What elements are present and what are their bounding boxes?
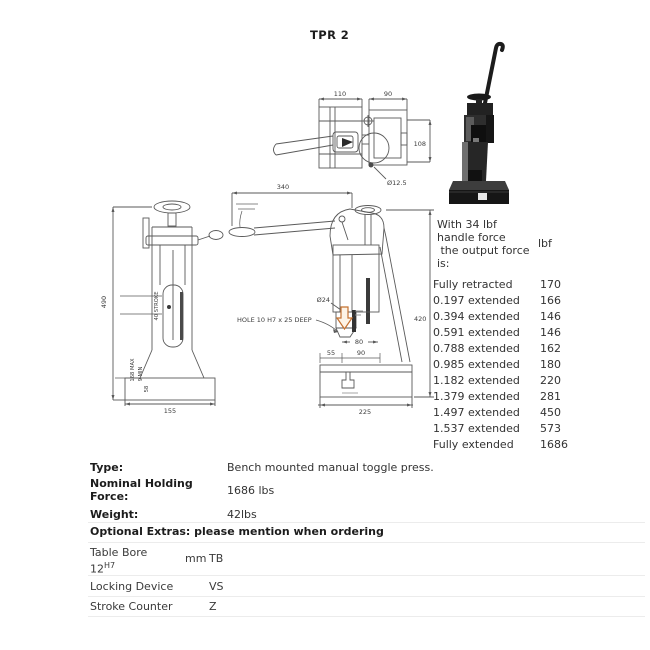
force-row — [433, 390, 583, 406]
spec-holding-value: 1686 lbs — [227, 484, 275, 497]
option-code: VS — [209, 580, 224, 593]
front-view-dim-155: 155 — [163, 407, 177, 415]
side-view-drawing — [229, 192, 434, 409]
spec-weight-value: 42lbs — [227, 508, 257, 521]
optional-extras-heading: Optional Extras: please mention when ordering — [90, 525, 384, 538]
top-view-dim-108: 108 — [413, 140, 426, 148]
force-value: 180 — [540, 358, 561, 371]
front-view-dim-58: 58 — [144, 385, 150, 393]
front-view-dim-490: 490 — [100, 295, 108, 309]
force-row — [433, 278, 583, 294]
side-view-dim-ram: Ø24 — [316, 296, 330, 304]
side-view-dim-55: 55 — [326, 349, 336, 357]
spec-holding-label: Nominal Holding Force: — [90, 477, 193, 503]
force-position: 1.537 extended — [433, 422, 520, 435]
force-position: Fully retracted — [433, 278, 513, 291]
divider — [88, 616, 645, 617]
divider — [88, 596, 645, 597]
option-code: TB — [209, 552, 224, 565]
force-value: 146 — [540, 326, 561, 339]
force-row — [433, 438, 583, 454]
top-view-dim-hole: Ø12.5 — [387, 179, 407, 187]
force-intro-line4: is: — [437, 257, 450, 270]
top-view-dim-110: 110 — [333, 90, 347, 98]
divider — [88, 542, 645, 543]
front-view-drawing — [112, 201, 224, 406]
force-position: 0.197 extended — [433, 294, 520, 307]
front-view-dim-stroke: 40 STROKE — [154, 291, 160, 321]
force-value: 450 — [540, 406, 561, 419]
force-intro-line3: the output force — [437, 244, 530, 257]
force-intro-line2: handle force — [437, 231, 506, 244]
page-title: TPR 2 — [310, 28, 350, 42]
option-row-table-bore — [90, 546, 147, 576]
force-position: 1.379 extended — [433, 390, 520, 403]
force-unit-header: lbf — [538, 237, 552, 250]
option-code: Z — [209, 600, 217, 613]
front-view-dim-max: 168 MAX — [130, 358, 136, 382]
force-row — [433, 310, 583, 326]
product-photo — [449, 44, 509, 204]
force-value: 1686 — [540, 438, 568, 451]
front-view-dim-min: 9 MIN — [138, 366, 144, 382]
top-view-dim-90: 90 — [383, 90, 393, 98]
force-intro — [437, 218, 530, 270]
force-row — [433, 294, 583, 310]
force-value: 170 — [540, 278, 561, 291]
option-unit: mm — [185, 552, 207, 565]
divider — [88, 575, 645, 576]
force-row — [433, 358, 583, 374]
side-view-dim-340: 340 — [276, 183, 290, 191]
spec-type-value: Bench mounted manual toggle press. — [227, 461, 434, 474]
highlight-down-arrow — [337, 307, 352, 329]
force-intro-line1: With 34 lbf — [437, 218, 497, 231]
force-position: 0.394 extended — [433, 310, 520, 323]
force-position: 0.985 extended — [433, 358, 520, 371]
side-view-note-hole: HOLE 10 H7 x 25 DEEP — [237, 316, 312, 324]
force-row — [433, 422, 583, 438]
option-label-line2: $12^{H7}$ — [90, 561, 116, 576]
side-view-dim-420: 420 — [414, 315, 427, 323]
force-position: 0.788 extended — [433, 342, 520, 355]
force-position: 1.182 extended — [433, 374, 520, 387]
side-view-dim-90: 90 — [356, 349, 366, 357]
spec-weight-label: Weight: — [90, 508, 139, 521]
force-row — [433, 374, 583, 390]
option-label-line1: Table Bore — [90, 546, 148, 559]
force-position: 1.497 extended — [433, 406, 520, 419]
force-position: Fully extended — [433, 438, 514, 451]
top-view-drawing — [274, 98, 432, 180]
divider — [88, 522, 645, 523]
force-value: 166 — [540, 294, 561, 307]
force-value: 162 — [540, 342, 561, 355]
side-view-dim-225: 225 — [358, 408, 372, 416]
option-row-stroke-counter: Stroke Counter — [90, 600, 173, 613]
force-value: 573 — [540, 422, 561, 435]
force-row — [433, 342, 583, 358]
force-position: 0.591 extended — [433, 326, 520, 339]
force-row — [433, 326, 583, 342]
force-value: 281 — [540, 390, 561, 403]
spec-type-label: Type: — [90, 461, 124, 474]
force-value: 146 — [540, 310, 561, 323]
force-value: 220 — [540, 374, 561, 387]
force-row — [433, 406, 583, 422]
option-row-locking-device: Locking Device — [90, 580, 174, 593]
side-view-dim-80: 80 — [354, 338, 364, 346]
